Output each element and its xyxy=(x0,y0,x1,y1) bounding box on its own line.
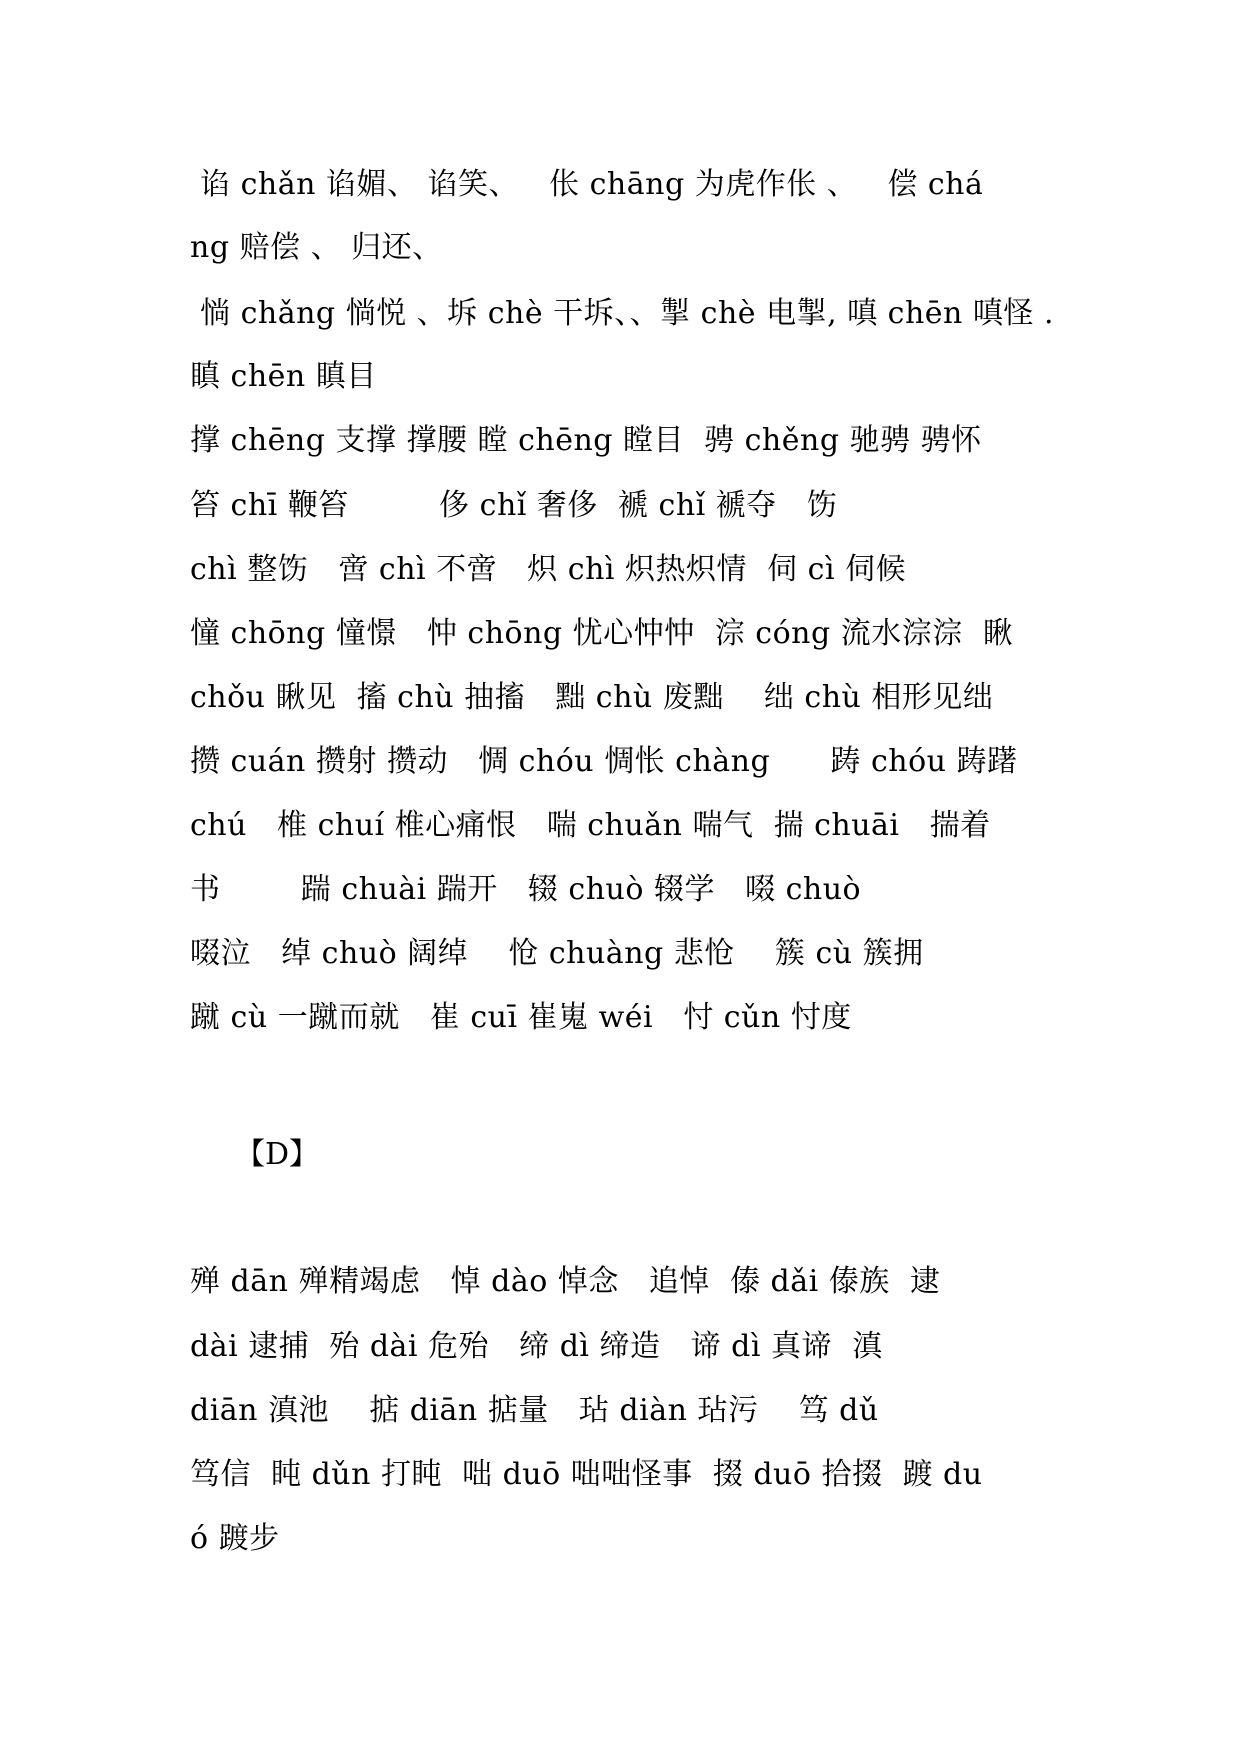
pinyin-line-c-1: 谄 chǎn 谄媚、 谄笑、 伥 chāng 为虎作伥 、 偿 chá xyxy=(190,167,984,202)
pinyin-line-c-14: 蹴 cù 一蹴而就 崔 cuī 崔嵬 wéi 忖 cǔn 忖度 xyxy=(190,1000,852,1035)
pinyin-line-c-9: chǒu 瞅见 搐 chù 抽搐 黜 chù 废黜 绌 chù 相形见绌 xyxy=(190,680,994,715)
pinyin-line-d-5: ó 踱步 xyxy=(190,1521,280,1556)
pinyin-line-c-11: chú 椎 chuí 椎心痛恨 喘 chuǎn 喘气 揣 chuāi 揣着 xyxy=(190,808,991,843)
pinyin-line-c-8: 憧 chōng 憧憬 忡 chōng 忧心忡忡 淙 cóng 流水淙淙 瞅 xyxy=(190,616,1014,651)
pinyin-line-d-2: dài 逮捕 殆 dài 危殆 缔 dì 缔造 谛 dì 真谛 滇 xyxy=(190,1329,883,1364)
pinyin-line-c-2: ng 赔偿 、 归还、 xyxy=(190,230,443,265)
pinyin-line-c-5: 撑 chēng 支撑 撑腰 瞠 chēng 瞠目 骋 chěng 驰骋 骋怀 xyxy=(190,423,982,458)
pinyin-line-d-3: diān 滇池 掂 diān 掂量 玷 diàn 玷污 笃 dǔ xyxy=(190,1393,879,1428)
pinyin-line-c-3: 惝 chǎng 惝悦 、坼 chè 干坼、、掣 chè 电掣, 嗔 chēn 嗔怪 . xyxy=(190,296,1054,331)
section-heading-d: 【D】 xyxy=(235,1137,320,1172)
pinyin-line-c-6: 笞 chī 鞭笞 侈 chǐ 奢侈 褫 chǐ 褫夺 饬 xyxy=(190,488,838,523)
pinyin-line-c-7: chì 整饬 啻 chì 不啻 炽 chì 炽热炽情 伺 cì 伺候 xyxy=(190,552,907,587)
pinyin-line-d-1: 殚 dān 殚精竭虑 悼 dào 悼念 追悼 傣 dǎi 傣族 逮 xyxy=(190,1264,941,1299)
pinyin-line-c-12: 书 踹 chuài 踹开 辍 chuò 辍学 啜 chuò xyxy=(190,872,862,907)
pinyin-line-c-4: 瞋 chēn 瞋目 xyxy=(190,359,377,394)
pinyin-line-d-4: 笃信 盹 dǔn 打盹 咄 duō 咄咄怪事 掇 duō 拾掇 踱 du xyxy=(190,1457,983,1492)
pinyin-line-c-13: 啜泣 绰 chuò 阔绰 怆 chuàng 悲怆 簇 cù 簇拥 xyxy=(190,936,924,971)
pinyin-line-c-10: 攒 cuán 攒射 攒动 惆 chóu 惆怅 chàng 踌 chóu 踌躇 xyxy=(190,744,1018,779)
